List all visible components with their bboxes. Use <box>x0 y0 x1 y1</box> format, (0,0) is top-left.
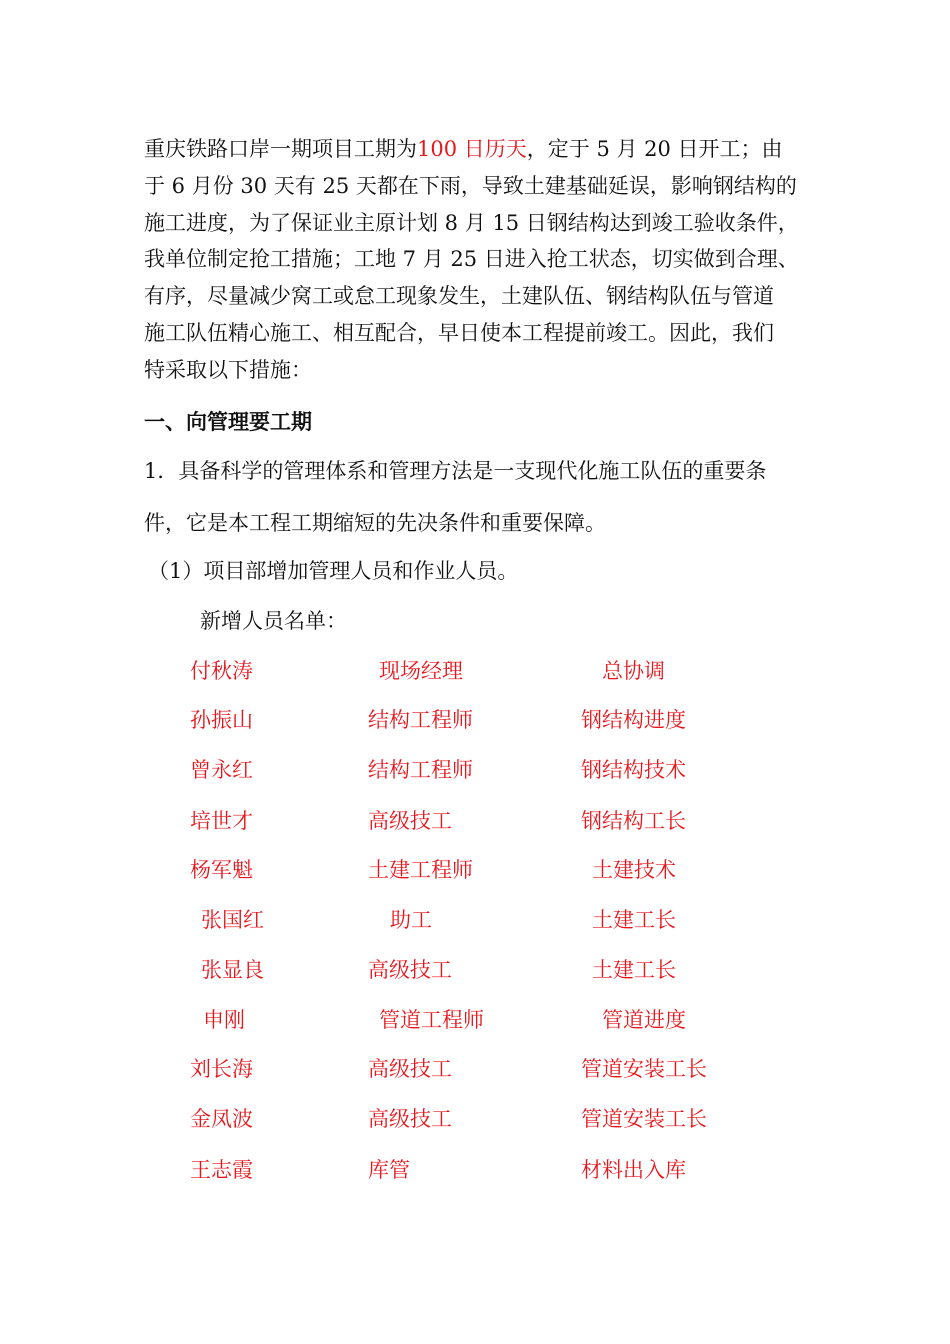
staff-duty: 管道安装工长 <box>581 1057 707 1081</box>
intro-line-5: 有序，尽量减少窝工或怠工现象发生，土建队伍、钢结构队伍与管道 <box>144 284 774 309</box>
staff-duty: 土建技术 <box>592 858 676 882</box>
staff-name: 培世才 <box>190 809 253 833</box>
staff-duty: 管道安装工长 <box>581 1107 707 1131</box>
staff-duty: 土建工长 <box>592 908 676 932</box>
staff-title: 土建工程师 <box>368 858 473 882</box>
intro-line-2: 于 6 月份 30 天有 25 天都在下雨，导致土建基础延误，影响钢结构的 <box>144 173 797 198</box>
staff-name: 曾永红 <box>190 758 253 782</box>
intro-line-1-text-a: 重庆铁路口岸一期项目工期为 <box>144 137 417 161</box>
intro-line-1-text-b: ，定于 5 月 20 日开工；由 <box>526 137 783 161</box>
section-heading: 一、向管理要工期 <box>144 409 312 434</box>
intro-line-3: 施工进度，为了保证业主原计划 8 月 15 日钢结构达到竣工验收条件， <box>144 210 799 235</box>
staff-name: 申刚 <box>203 1008 245 1032</box>
sub-item-1: （1）项目部增加管理人员和作业人员。 <box>148 559 519 583</box>
item-1-line-2: 件，它是本工程工期缩短的先决条件和重要保障。 <box>144 511 606 535</box>
staff-title: 高级技工 <box>368 958 452 982</box>
staff-duty: 总协调 <box>602 659 665 683</box>
intro-line-4: 我单位制定抢工措施；工地 7 月 25 日进入抢工状态，切实做到合理、 <box>144 247 799 272</box>
staff-name: 刘长海 <box>190 1057 253 1081</box>
staff-duty: 钢结构技术 <box>581 758 686 782</box>
staff-duty: 钢结构进度 <box>581 708 686 732</box>
staff-title: 高级技工 <box>368 1057 452 1081</box>
staff-duty: 土建工长 <box>592 958 676 982</box>
staff-name: 张显良 <box>201 958 264 982</box>
staff-duty: 管道进度 <box>602 1008 686 1032</box>
staff-duty: 钢结构工长 <box>581 809 686 833</box>
staff-name: 王志霞 <box>190 1158 253 1182</box>
staff-title: 高级技工 <box>368 1107 452 1131</box>
staff-name: 杨军魁 <box>190 858 253 882</box>
staff-title: 结构工程师 <box>368 758 473 782</box>
staff-name: 孙振山 <box>190 708 253 732</box>
staff-duty: 材料出入库 <box>581 1158 686 1182</box>
staff-name: 张国红 <box>201 908 264 932</box>
item-1-line-1: 1．具备科学的管理体系和管理方法是一支现代化施工队伍的重要条 <box>144 459 767 483</box>
staff-title: 管道工程师 <box>379 1008 484 1032</box>
staff-title: 现场经理 <box>379 659 463 683</box>
staff-name: 付秋涛 <box>190 659 253 683</box>
intro-line-6: 施工队伍精心施工、相互配合，早日使本工程提前竣工。因此，我们 <box>144 320 774 345</box>
staff-title: 库管 <box>368 1158 410 1182</box>
staff-title: 高级技工 <box>368 809 452 833</box>
intro-line-7: 特采取以下措施： <box>144 357 312 382</box>
staff-name: 金凤波 <box>190 1107 253 1131</box>
staff-title: 结构工程师 <box>368 708 473 732</box>
staff-title: 助工 <box>390 908 432 932</box>
duration-highlight: 100 日历天 <box>417 137 527 161</box>
staff-list-title: 新增人员名单： <box>200 609 347 633</box>
